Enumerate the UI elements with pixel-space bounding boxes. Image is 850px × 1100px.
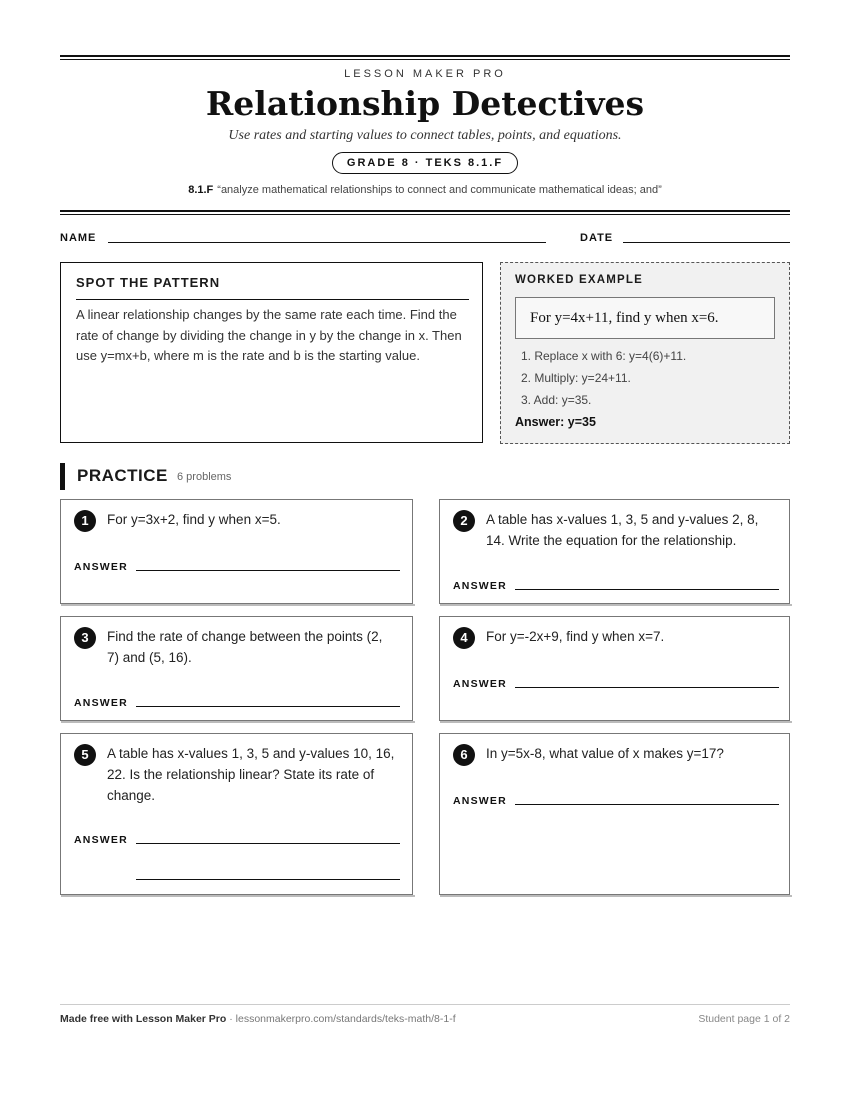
worked-example-box xyxy=(500,262,790,444)
problem-number-badge: 3 xyxy=(74,627,96,649)
footer-rule xyxy=(60,1004,790,1005)
problem-card-6 xyxy=(439,733,790,895)
problem-text: For y=3x+2, find y when x=5. xyxy=(107,512,281,527)
answer-line-6[interactable] xyxy=(515,804,779,805)
answer-label: ANSWER xyxy=(453,678,507,690)
answer-line-1[interactable] xyxy=(136,570,400,571)
spot-pattern-divider xyxy=(76,299,469,300)
top-rule-thin xyxy=(60,59,790,60)
standard-code: 8.1.F xyxy=(188,184,214,196)
worked-example-problem: For y=4x+11, find y when x=6. xyxy=(515,297,775,339)
problem-number-badge: 4 xyxy=(453,627,475,649)
problem-text: A table has x-values 1, 3, 5 and y-values 2, 8, 14. Write the equation for the relationship. xyxy=(486,512,759,548)
standard-line xyxy=(0,184,850,196)
answer-label: ANSWER xyxy=(74,561,128,573)
problem-card-3 xyxy=(60,616,413,721)
footer-made-free: Made free with Lesson Maker Pro xyxy=(60,1013,227,1025)
problem-number-badge: 1 xyxy=(74,510,96,532)
answer-line-3[interactable] xyxy=(136,706,400,707)
problem-text: For y=-2x+9, find y when x=7. xyxy=(486,629,665,644)
answer-label: ANSWER xyxy=(453,795,507,807)
worked-example-step: 1. Replace x with 6: y=4(6)+11. xyxy=(521,349,687,363)
problem-card-2 xyxy=(439,499,790,604)
problem-text: A table has x-values 1, 3, 5 and y-values 10, 16, 22. Is the relationship linear? State its rate of change. xyxy=(107,746,395,803)
answer-label: ANSWER xyxy=(74,697,128,709)
worked-example-step: 2. Multiply: y=24+11. xyxy=(521,371,631,385)
brand-name: LESSON MAKER PRO xyxy=(344,68,506,80)
answer-label: ANSWER xyxy=(453,580,507,592)
worked-example-heading: WORKED EXAMPLE xyxy=(515,274,643,286)
practice-accent-bar xyxy=(60,463,65,490)
date-field[interactable] xyxy=(623,242,790,243)
answer-line-5b[interactable] xyxy=(136,879,400,880)
answer-label: ANSWER xyxy=(74,834,128,846)
problem-card-4 xyxy=(439,616,790,721)
name-field[interactable] xyxy=(108,242,546,243)
practice-title: PRACTICE xyxy=(77,466,168,485)
spot-pattern-text: A linear relationship changes by the same rate each time. Find the rate of change by dividing the change in y by the change in x. Then use y=mx+b, where m is the rate and b is the starting value. xyxy=(76,307,462,363)
worked-example-step: 3. Add: y=35. xyxy=(521,393,592,407)
footer-url[interactable]: · lessonmakerpro.com/standards/teks-math/8-1-f xyxy=(226,1013,456,1025)
worked-example-answer: Answer: y=35 xyxy=(515,415,596,429)
date-label: DATE xyxy=(580,232,614,244)
problem-card-5 xyxy=(60,733,413,895)
page-subtitle: Use rates and starting values to connect tables, points, and equations. xyxy=(228,128,622,143)
spot-pattern-box xyxy=(60,262,483,443)
problem-text: Find the rate of change between the points (2, 7) and (5, 16). xyxy=(107,629,383,665)
worked-example-steps xyxy=(521,345,686,411)
answer-line-5[interactable] xyxy=(136,843,400,844)
practice-count: 6 problems xyxy=(177,471,232,483)
problem-number-badge: 5 xyxy=(74,744,96,766)
answer-line-2[interactable] xyxy=(515,589,779,590)
header-bottom-rule xyxy=(60,210,790,212)
header-bottom-rule-thin xyxy=(60,214,790,215)
spot-pattern-heading: SPOT THE PATTERN xyxy=(76,275,221,290)
page-title: Relationship Detectives xyxy=(205,84,645,123)
problem-number-badge: 6 xyxy=(453,744,475,766)
problem-number-badge: 2 xyxy=(453,510,475,532)
name-label: NAME xyxy=(60,232,97,244)
footer-page-number: Student page 1 of 2 xyxy=(698,1013,790,1025)
problem-card-1 xyxy=(60,499,413,604)
problem-text: In y=5x-8, what value of x makes y=17? xyxy=(486,746,724,761)
footer-credit xyxy=(60,1013,456,1025)
top-rule xyxy=(60,55,790,57)
standard-text: “analyze mathematical relationships to connect and communicate mathematical ideas; and” xyxy=(217,184,662,196)
grade-badge: GRADE 8 · TEKS 8.1.F xyxy=(332,152,518,174)
answer-line-4[interactable] xyxy=(515,687,779,688)
